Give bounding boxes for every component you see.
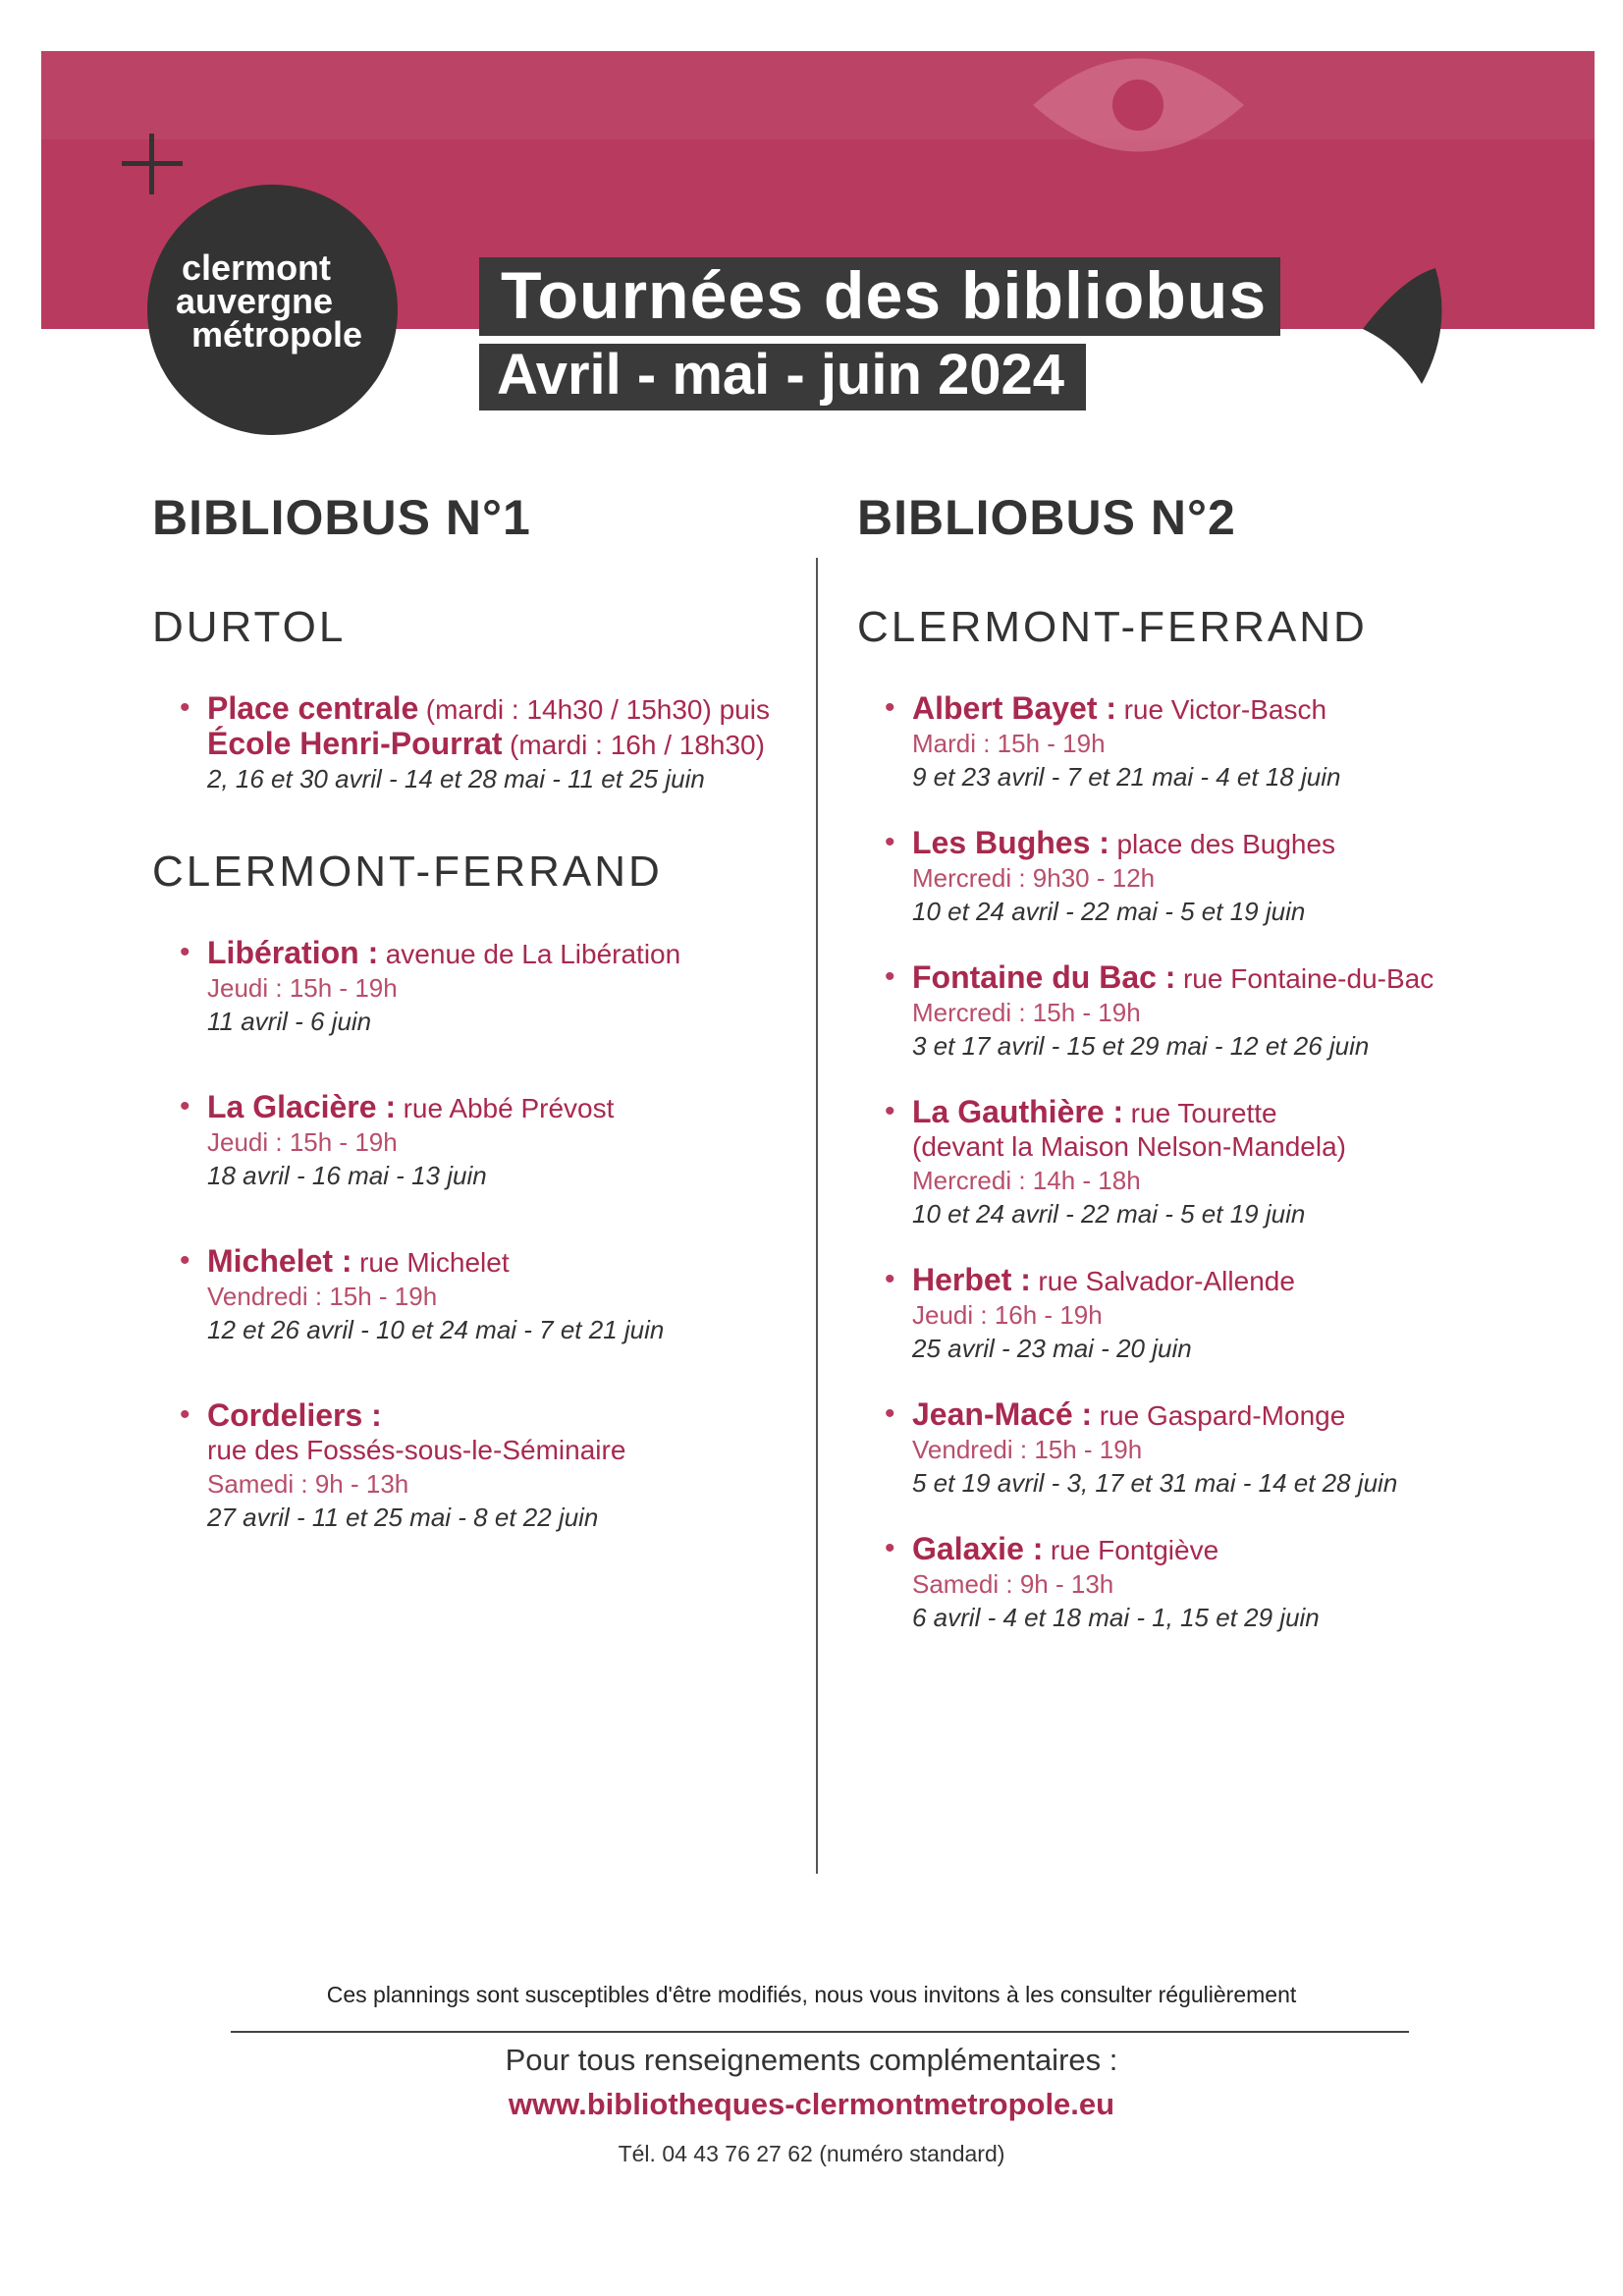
stop-schedule: Vendredi : 15h - 19h	[912, 1435, 1143, 1464]
stop-schedule: Vendredi : 15h - 19h	[207, 1282, 438, 1311]
bullet-icon: •	[180, 936, 190, 968]
page-subtitle: Avril - mai - juin 2024	[479, 344, 1086, 410]
bullet-icon: •	[180, 1244, 190, 1277]
stop-address: rue des Fossés-sous-le-Séminaire	[207, 1435, 626, 1465]
bullet-icon: •	[885, 1397, 895, 1430]
footer-note: Ces plannings sont susceptibles d'être modifiés, nous vous invitons à les consulter régulièrement	[326, 1982, 1297, 2007]
leaf-icon	[1363, 268, 1445, 384]
footer-info: Pour tous renseignements complémentaires :	[505, 2043, 1118, 2077]
logo-text	[176, 247, 378, 355]
stop-schedule: Samedi : 9h - 13h	[207, 1469, 409, 1499]
stop-dates: 9 et 23 avril - 7 et 21 mai - 4 et 18 juin	[912, 762, 1341, 792]
bibliobus-1-title: BIBLIOBUS N°1	[152, 490, 531, 545]
bibliobus-1-column	[152, 491, 839, 1586]
stop-item	[857, 1532, 1544, 1634]
bullet-icon: •	[885, 691, 895, 724]
page-title: Tournées des bibliobus	[479, 257, 1280, 336]
stop-name: La Glacière :	[207, 1089, 397, 1124]
stop-dates: 10 et 24 avril - 22 mai - 5 et 19 juin	[912, 1199, 1306, 1229]
stop-item	[857, 691, 1544, 793]
stop-name: Fontaine du Bac :	[912, 959, 1176, 995]
bullet-icon: •	[180, 1090, 190, 1122]
stop-address-detail: (devant la Maison Nelson-Mandela)	[912, 1131, 1346, 1162]
city-clermont-ferrand: CLERMONT-FERRAND	[152, 847, 663, 896]
stop-address: rue Gaspard-Monge	[1099, 1400, 1346, 1431]
stop-item	[152, 936, 839, 1038]
stop-address: rue Fontaine-du-Bac	[1182, 963, 1434, 994]
stop-dates: 27 avril - 11 et 25 mai - 8 et 22 juin	[207, 1503, 599, 1532]
stop-schedule: Jeudi : 15h - 19h	[207, 1127, 398, 1157]
bibliobus-2-title: BIBLIOBUS N°2	[857, 490, 1236, 545]
stop-item	[857, 1095, 1544, 1230]
stop-item	[857, 1397, 1544, 1500]
stop-name: Jean-Macé :	[912, 1396, 1093, 1432]
stop-address: avenue de La Libération	[385, 939, 681, 969]
bullet-icon: •	[885, 1263, 895, 1295]
logo	[147, 185, 398, 435]
stop-address: place des Bughes	[1116, 829, 1336, 859]
stop-dates: 6 avril - 4 et 18 mai - 1, 15 et 29 juin	[912, 1603, 1320, 1632]
plus-icon	[122, 134, 183, 194]
stop-item	[152, 1244, 839, 1346]
stop-dates: 3 et 17 avril - 15 et 29 mai - 12 et 26 juin	[912, 1031, 1370, 1061]
stop-schedule: (mardi : 14h30 / 15h30) puis	[425, 694, 770, 725]
logo-line-1: clermont	[182, 247, 332, 288]
stop-schedule: Samedi : 9h - 13h	[912, 1569, 1114, 1599]
stop-schedule: Jeudi : 15h - 19h	[207, 973, 398, 1003]
footer-phone: Tél. 04 43 76 27 62 (numéro standard)	[618, 2141, 1005, 2166]
eye-icon	[1028, 51, 1249, 193]
stop-schedule: (mardi : 16h / 18h30)	[510, 730, 765, 760]
stop-dates: 12 et 26 avril - 10 et 24 mai - 7 et 21 juin	[207, 1315, 665, 1344]
stop-name: Michelet :	[207, 1243, 352, 1279]
stop-name: Les Bughes :	[912, 825, 1109, 860]
stop-item	[857, 1263, 1544, 1365]
footer-divider	[231, 2031, 1409, 2033]
logo-line-2: auvergne	[176, 281, 334, 321]
stop-dates: 2, 16 et 30 avril - 14 et 28 mai - 11 et 25 juin	[207, 764, 705, 793]
stop-address: rue Fontgiève	[1050, 1535, 1219, 1565]
banner-band	[41, 51, 1595, 139]
stop-item	[857, 960, 1544, 1063]
logo-line-3: métropole	[191, 314, 363, 355]
stop-item	[857, 826, 1544, 928]
stop-dates: 11 avril - 6 juin	[207, 1007, 372, 1036]
stop-name: Cordeliers :	[207, 1397, 382, 1433]
stop-name: Galaxie :	[912, 1531, 1044, 1566]
website-link[interactable]: www.bibliotheques-clermontmetropole.eu	[508, 2087, 1115, 2121]
stop-name: Libération :	[207, 935, 379, 970]
stop-item	[152, 1090, 839, 1192]
stop-dates: 18 avril - 16 mai - 13 juin	[207, 1161, 487, 1190]
stop-name: Place centrale	[207, 690, 419, 726]
bullet-icon: •	[885, 1532, 895, 1564]
stop-dates: 10 et 24 avril - 22 mai - 5 et 19 juin	[912, 897, 1306, 926]
stop-schedule: Mardi : 15h - 19h	[912, 729, 1106, 758]
city-clermont-ferrand: CLERMONT-FERRAND	[857, 603, 1368, 651]
stop-schedule: Mercredi : 9h30 - 12h	[912, 863, 1156, 893]
bullet-icon: •	[180, 691, 190, 724]
stop-schedule: Mercredi : 14h - 18h	[912, 1166, 1141, 1195]
stop-name: Albert Bayet :	[912, 690, 1117, 726]
bibliobus-2-column	[857, 491, 1544, 1667]
stop-schedule: Jeudi : 16h - 19h	[912, 1300, 1103, 1330]
city-durtol: DURTOL	[152, 603, 347, 651]
bullet-icon: •	[885, 826, 895, 858]
stop-item	[152, 1398, 839, 1534]
stop-durtol	[152, 691, 839, 795]
stop-name: Herbet :	[912, 1262, 1031, 1297]
stop-address: rue Salvador-Allende	[1038, 1266, 1295, 1296]
bullet-icon: •	[885, 1095, 895, 1127]
stop-name: La Gauthière :	[912, 1094, 1124, 1129]
stop-schedule: Mercredi : 15h - 19h	[912, 998, 1141, 1027]
stop-address: rue Victor-Basch	[1123, 694, 1327, 725]
stop-address: rue Abbé Prévost	[403, 1093, 615, 1123]
bullet-icon: •	[180, 1398, 190, 1431]
stop-address: rue Michelet	[359, 1247, 510, 1278]
stop-dates: 25 avril - 23 mai - 20 juin	[912, 1334, 1192, 1363]
stop-dates: 5 et 19 avril - 3, 17 et 31 mai - 14 et 28 juin	[912, 1468, 1398, 1498]
bullet-icon: •	[885, 960, 895, 993]
stop-address: rue Tourette	[1130, 1098, 1277, 1128]
stop-name: École Henri-Pourrat	[207, 726, 503, 761]
